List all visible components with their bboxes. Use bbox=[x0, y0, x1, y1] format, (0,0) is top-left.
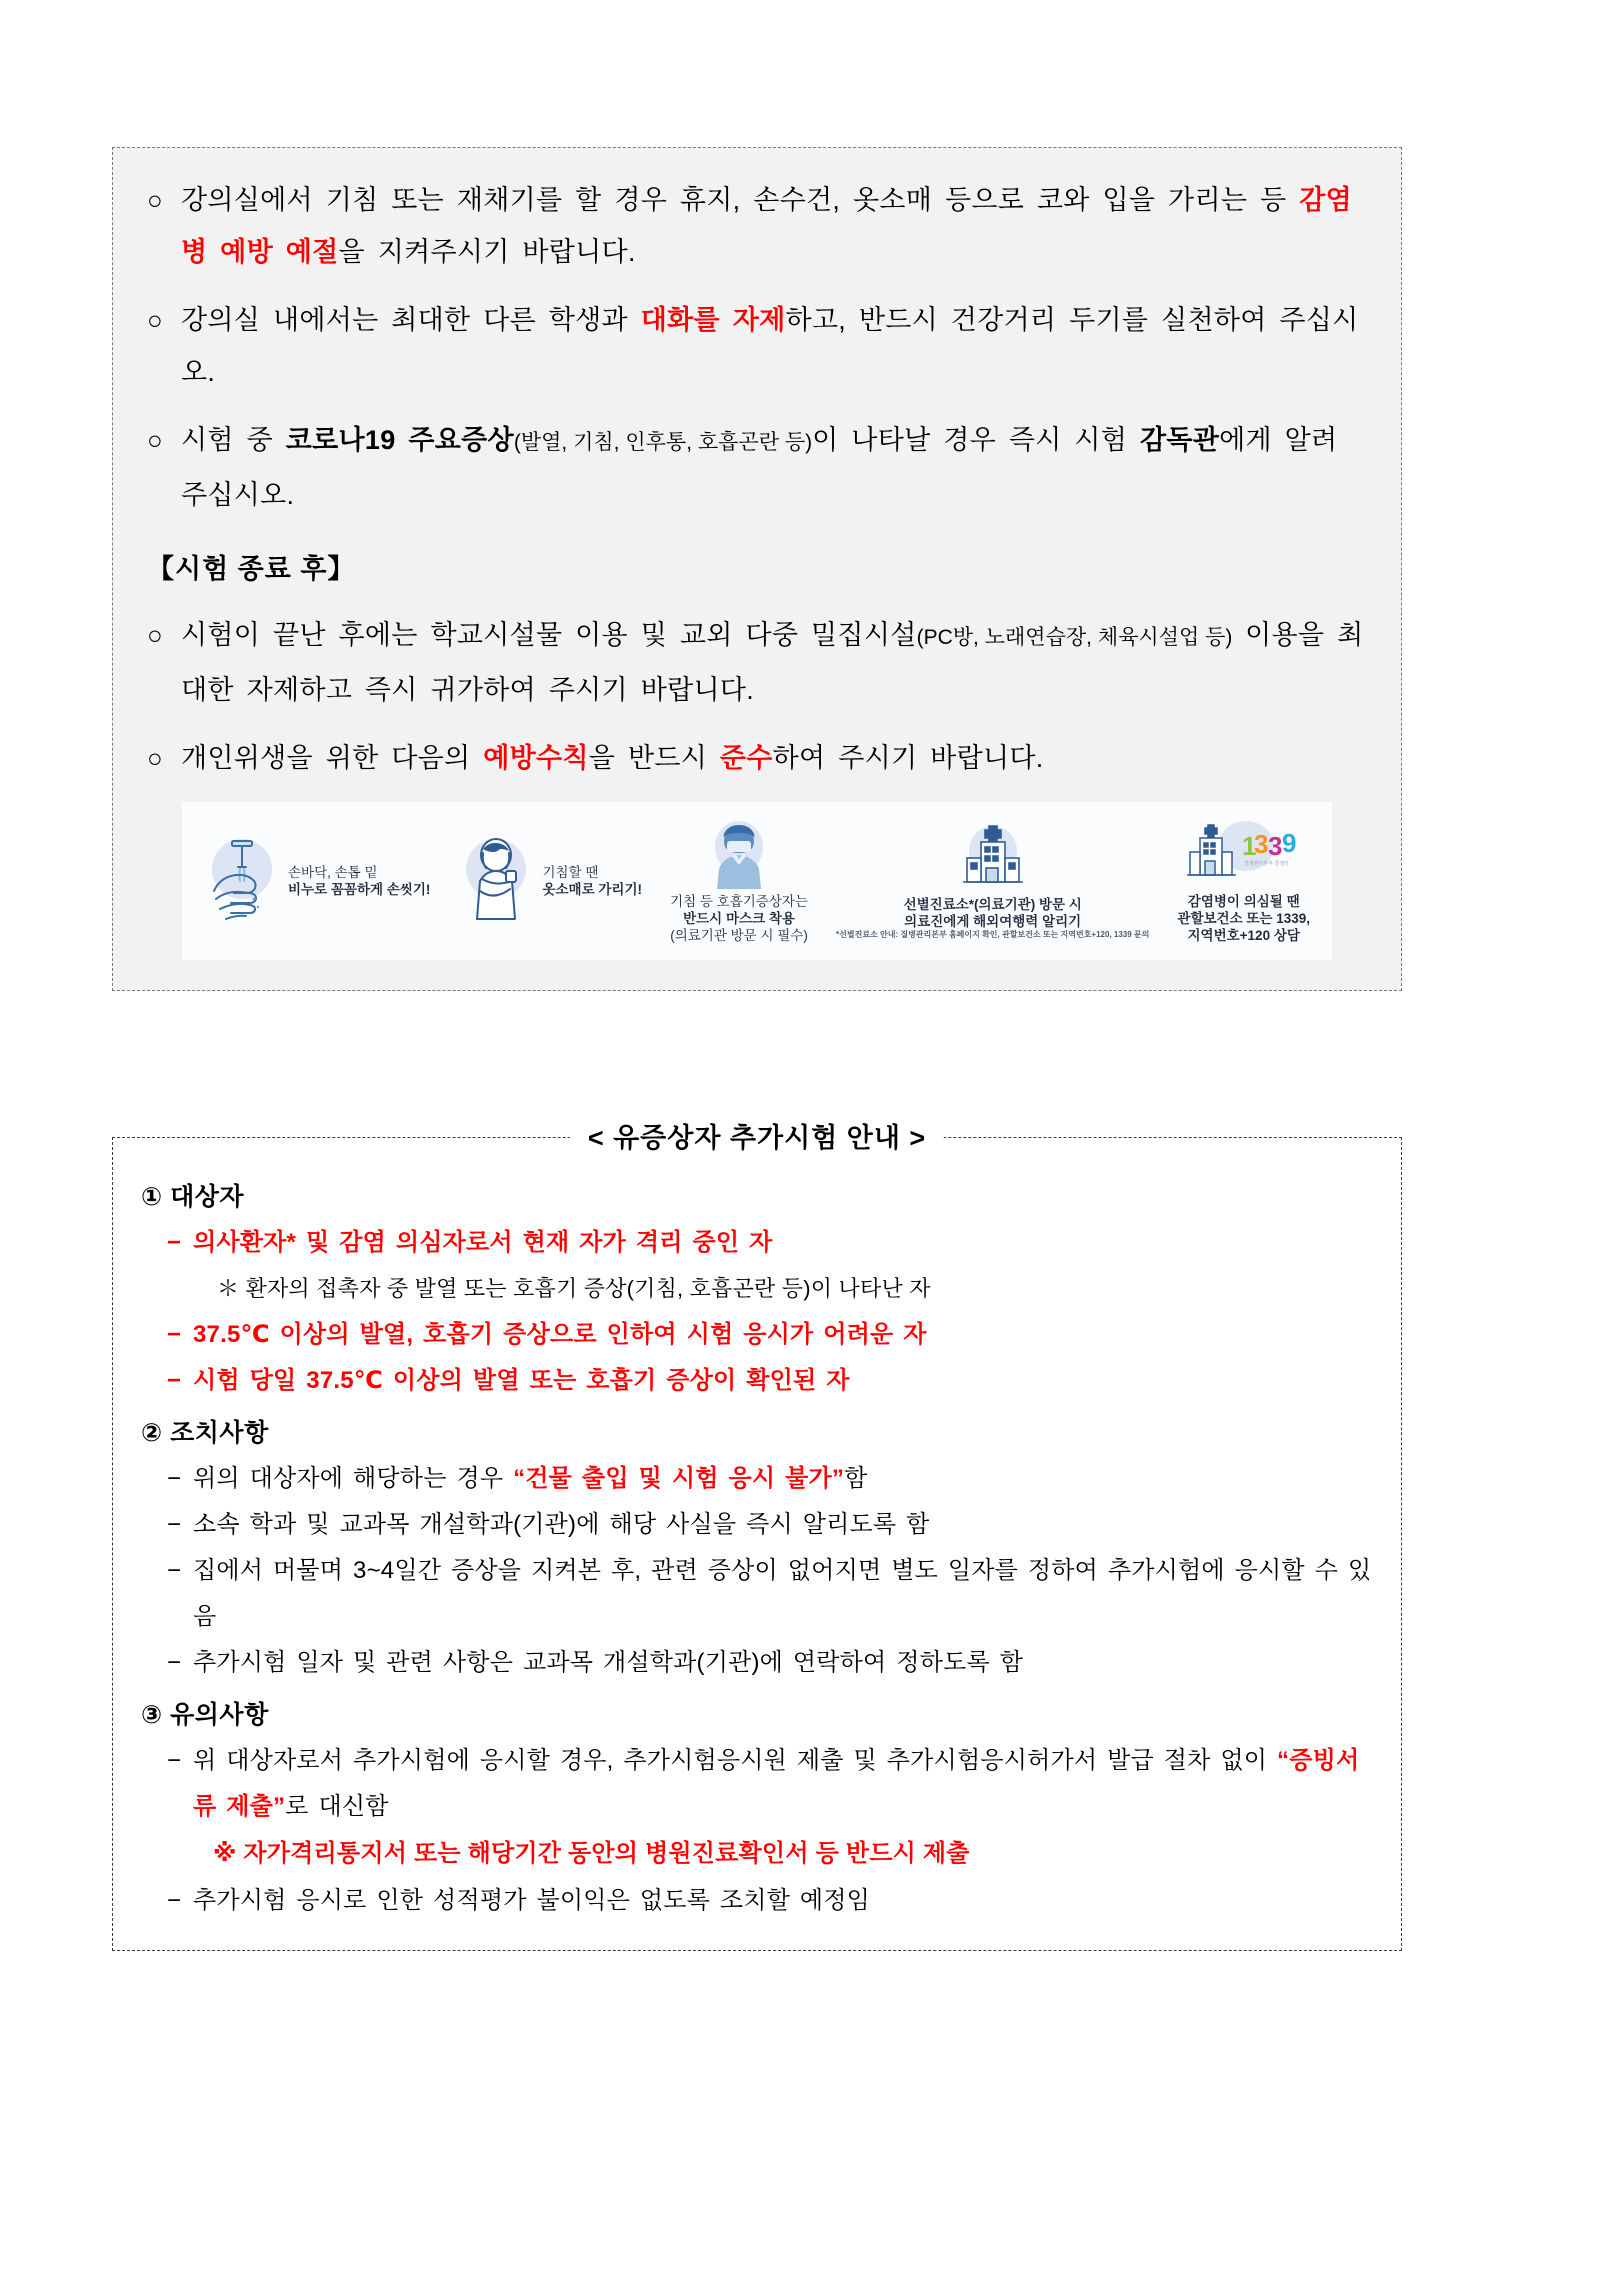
banner-item-text bbox=[836, 896, 1149, 940]
list-item-text bbox=[193, 1456, 1373, 1502]
hospital-1339-hotline-icon bbox=[1184, 819, 1304, 891]
list-item bbox=[167, 1312, 1373, 1358]
banner-item-mask bbox=[670, 819, 808, 944]
dash-bullet-icon: − bbox=[167, 1747, 182, 1774]
banner-item-text bbox=[288, 864, 430, 898]
list-item bbox=[167, 1358, 1373, 1404]
bullet-seg: 을 지켜주시기 바랍니다. bbox=[338, 237, 636, 267]
bullet-seg-highlight: 준수 bbox=[719, 743, 773, 773]
banner-item-handwashing bbox=[204, 833, 430, 929]
list-item bbox=[167, 1738, 1373, 1830]
banner-item-1339-hotline bbox=[1177, 819, 1310, 944]
svg-text:3: 3 bbox=[1253, 828, 1269, 859]
list-item-text: 37.5℃ 이상의 발열, 호흡기 증상으로 인하여 시험 응시가 어려운 자 bbox=[193, 1321, 927, 1348]
bullet-seg: 강의실 내에서는 최대한 다른 학생과 bbox=[181, 305, 641, 335]
bullet-seg-bold: 코로나19 주요증상 bbox=[285, 425, 514, 455]
list-item bbox=[167, 1220, 1373, 1266]
banner-footnote: *선별진료소 안내: 질병관리본부 홈페이지 확인, 관할보건소 또는 지역번호+120, 1339 문의 bbox=[836, 930, 1150, 939]
svg-text:질병관리본부 콜센터: 질병관리본부 콜센터 bbox=[1243, 860, 1289, 867]
section-heading-actions: ② 조치사항 bbox=[141, 1419, 269, 1447]
bullet-seg: 을 반드시 bbox=[588, 743, 720, 773]
bullet-seg: 이용을 최대한 자제하고 즉시 귀가하여 주시기 바랍니다. bbox=[181, 620, 1364, 705]
bullet-seg: 시험 중 bbox=[181, 425, 286, 455]
bullet-seg-bold: 감독관 bbox=[1139, 425, 1220, 455]
handwashing-icon bbox=[204, 833, 280, 929]
bullet-seg: 에게 알려 주십시오. bbox=[181, 425, 1338, 510]
bullet-seg-small: (PC방, 노래연습장, 체육시설업 등) bbox=[916, 626, 1233, 649]
dash-bullet-icon: − bbox=[167, 1229, 182, 1256]
list-item bbox=[147, 294, 1367, 398]
dash-bullet-icon: − bbox=[167, 1367, 182, 1394]
bullet-seg: 개인위생을 위한 다음의 bbox=[181, 743, 484, 773]
banner-line-1: 선별진료소*(의료기관) 방문 시 bbox=[903, 897, 1082, 912]
hospital-building-icon bbox=[955, 822, 1031, 894]
circle-bullet-icon: ○ bbox=[147, 743, 163, 773]
list-item bbox=[167, 1878, 1373, 1924]
banner-item-screening-clinic bbox=[836, 822, 1149, 940]
banner-line-1: 기침 등 호흡기증상자는 bbox=[670, 893, 808, 909]
bullet-seg: 시험이 끝난 후에는 학교시설물 이용 및 교외 다중 밀집시설 bbox=[181, 620, 917, 650]
bullet-text bbox=[181, 732, 1367, 784]
after-exam-heading: 【시험 종료 후】 bbox=[147, 554, 356, 584]
banner-item-text bbox=[542, 864, 642, 898]
banner-line-3: (의료기관 방문 시 필수) bbox=[670, 927, 808, 943]
bullet-seg-highlight: 감염병 예방 예절 bbox=[181, 185, 1352, 267]
additional-exam-guide-box bbox=[112, 1123, 1402, 1951]
circle-bullet-icon: ○ bbox=[147, 305, 163, 335]
bullet-seg: 이 나타날 경우 즉시 시험 bbox=[812, 425, 1140, 455]
banner-line-2: 의료진에게 해외여행력 알리기 bbox=[904, 914, 1082, 929]
seg: 위의 대상자에 해당하는 경우 bbox=[193, 1465, 514, 1492]
circle-bullet-icon: ○ bbox=[147, 425, 163, 455]
circle-bullet-icon: ○ bbox=[147, 185, 163, 215]
page-title: < 유증상자 추가시험 안내 > bbox=[570, 1116, 944, 1155]
exam-guidelines-box bbox=[112, 147, 1402, 991]
circle-bullet-icon: ○ bbox=[147, 620, 163, 650]
banner-line-1: 감염병이 의심될 땐 bbox=[1187, 893, 1300, 909]
banner-line-1: 손바닥, 손톱 밑 bbox=[288, 865, 378, 880]
mandatory-submission-note: ※ 자가격리통지서 또는 해당기간 동안의 병원진료확인서 등 반드시 제출 bbox=[213, 1840, 970, 1867]
bullet-text bbox=[181, 609, 1367, 716]
banner-line-2: 반드시 마스크 착용 bbox=[683, 910, 795, 926]
banner-item-cough-sleeve bbox=[458, 833, 642, 929]
svg-text:3: 3 bbox=[1267, 830, 1283, 861]
cough-into-sleeve-icon bbox=[458, 833, 534, 929]
list-item bbox=[147, 414, 1367, 521]
section-heading-target: ① 대상자 bbox=[141, 1183, 245, 1211]
bullet-seg: 하고, 반드시 건강거리 두기를 실천하여 주십시오. bbox=[181, 305, 1359, 387]
bullet-seg-highlight: 대화를 자제 bbox=[640, 305, 786, 335]
bullet-seg: 하여 주시기 바랍니다. bbox=[772, 743, 1044, 773]
dash-bullet-icon: − bbox=[167, 1649, 182, 1676]
seg: 함 bbox=[844, 1465, 868, 1492]
bullet-seg-highlight: 예방수칙 bbox=[483, 743, 589, 773]
list-item bbox=[147, 609, 1367, 716]
list-item bbox=[167, 1548, 1373, 1640]
banner-line-2: 관할보건소 또는 1339, bbox=[1177, 910, 1310, 926]
banner-line-1: 기침할 땐 bbox=[542, 865, 599, 880]
list-item bbox=[147, 732, 1367, 784]
seg: 로 대신함 bbox=[285, 1793, 389, 1820]
list-item-text: 집에서 머물며 3~4일간 증상을 지켜본 후, 관련 증상이 없어지면 별도 일자를 정하여 추가시험에 응시할 수 있음 bbox=[193, 1557, 1372, 1630]
banner-item-text bbox=[670, 893, 808, 944]
covid-prevention-guidelines-banner bbox=[182, 802, 1332, 960]
seg-highlight: “증빙서류 제출” bbox=[193, 1747, 1360, 1820]
list-item-text: 의사환자* 및 감염 의심자로서 현재 자가 격리 중인 자 bbox=[193, 1229, 773, 1256]
banner-line-2: 비누로 꼼꼼하게 손씻기! bbox=[288, 882, 431, 897]
bullet-text bbox=[181, 294, 1367, 398]
seg: 위 대상자로서 추가시험에 응시할 경우, 추가시험응시원 제출 및 추가시험응시허가서 발급 절차 없이 bbox=[193, 1747, 1278, 1774]
bullet-seg: 강의실에서 기침 또는 재채기를 할 경우 휴지, 손수건, 옷소매 등으로 코와 입을 가리는 등 bbox=[181, 185, 1300, 215]
footnote-text: ＊ 환자의 접촉자 중 발열 또는 호흡기 증상(기침, 호흡곤란 등)이 나타난 자 bbox=[217, 1276, 931, 1301]
banner-line-3: 지역번호+120 상담 bbox=[1187, 927, 1300, 943]
banner-item-text bbox=[1177, 893, 1310, 944]
banner-line-2: 옷소매로 가리기! bbox=[542, 882, 643, 897]
seg-highlight: “건물 출입 및 시험 응시 불가” bbox=[513, 1465, 845, 1492]
dash-bullet-icon: − bbox=[167, 1321, 182, 1348]
svg-text:1: 1 bbox=[1241, 830, 1257, 861]
list-item bbox=[167, 1640, 1373, 1686]
list-item-text: 시험 당일 37.5℃ 이상의 발열 또는 호흡기 증상이 확인된 자 bbox=[193, 1367, 850, 1394]
bullet-text bbox=[181, 174, 1367, 278]
additional-exam-guide-section bbox=[112, 1123, 1402, 1951]
svg-text:9: 9 bbox=[1281, 827, 1297, 858]
list-item-text: 소속 학과 및 교과목 개설학과(기관)에 해당 사실을 즉시 알리도록 함 bbox=[193, 1511, 930, 1538]
dash-bullet-icon: − bbox=[167, 1511, 182, 1538]
list-item bbox=[147, 174, 1367, 278]
dash-bullet-icon: − bbox=[167, 1465, 182, 1492]
dash-bullet-icon: − bbox=[167, 1887, 182, 1914]
person-wearing-mask-icon bbox=[701, 819, 777, 891]
dash-bullet-icon: − bbox=[167, 1557, 182, 1584]
bullet-seg-small: (발열, 기침, 인후통, 호흡곤란 등) bbox=[513, 431, 813, 454]
section-heading-precautions: ③ 유의사항 bbox=[141, 1701, 269, 1729]
list-item-text: 추가시험 일자 및 관련 사항은 교과목 개설학과(기관)에 연락하여 정하도록 함 bbox=[193, 1649, 1024, 1676]
list-item-text bbox=[193, 1738, 1373, 1830]
bullet-text bbox=[181, 414, 1367, 521]
list-item bbox=[167, 1456, 1373, 1502]
list-item-text: 추가시험 응시로 인한 성적평가 불이익은 없도록 조치할 예정임 bbox=[193, 1887, 871, 1914]
list-item bbox=[167, 1502, 1373, 1548]
